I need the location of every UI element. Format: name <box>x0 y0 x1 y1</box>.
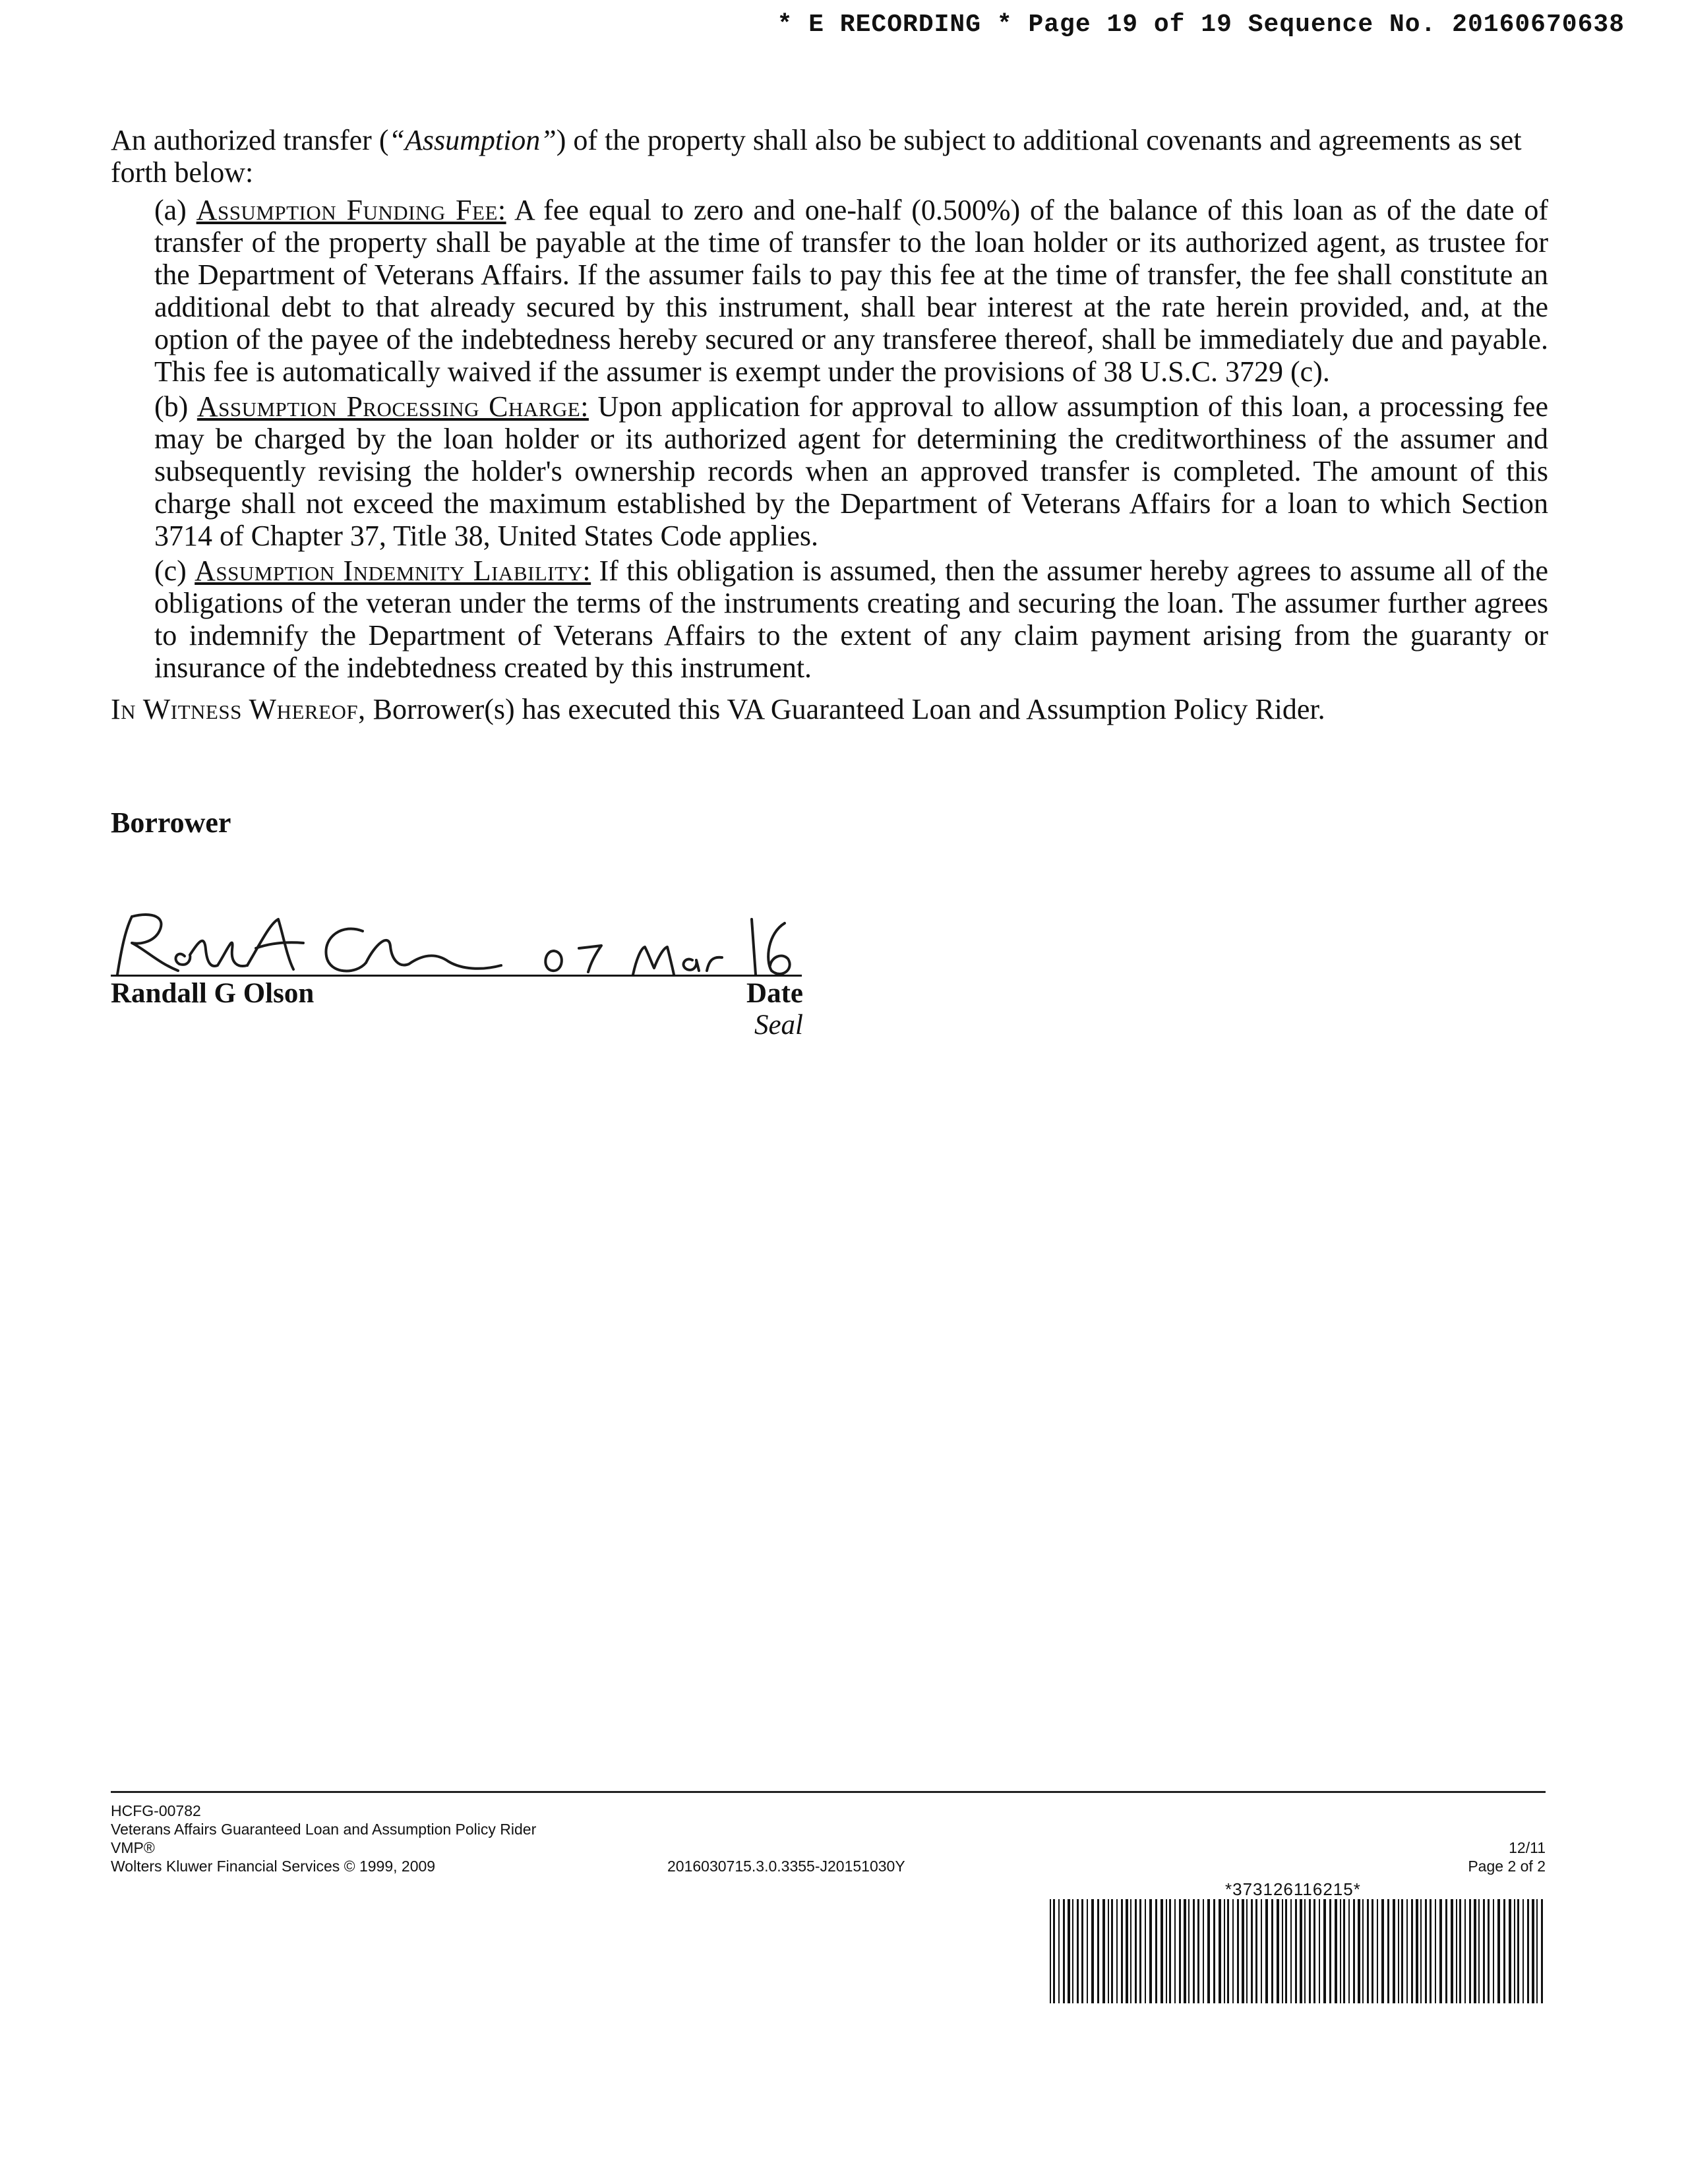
barcode-bar <box>1381 1899 1384 2003</box>
barcode-bar <box>1285 1899 1287 2003</box>
barcode-bar <box>1203 1899 1204 2003</box>
clause-text: A fee equal to zero and one-half (0.500%) of the balance of this loan as of the date of transfer of the property shall be payable at the time of transfer to the loan holder or its authorized agent, as trustee for the Department of Veterans Affairs. If the assumer fails to pay this fee at the time of transfer, the fee shall constitute an additional debt to that already secured by this instrument, shall bear interest at the rate herein provided, and, at the option of the payee of the indebtedness hereby secured or any transferee thereof, shall be immediately due and payable. This fee is automatically waived if the assumer is exempt under the provisions of 38 U.S.C. 3729 (c). <box>154 194 1548 388</box>
barcode-bar <box>1401 1899 1403 2003</box>
barcode-bar <box>1232 1899 1234 2003</box>
barcode-bar <box>1174 1899 1176 2003</box>
barcode-bar <box>1348 1899 1350 2003</box>
barcode-bar <box>1166 1899 1167 2003</box>
barcode-bar <box>1478 1899 1480 2003</box>
barcode-bar <box>1271 1899 1273 2003</box>
barcode-bar <box>1108 1899 1109 2003</box>
footer-right-block <box>1418 1838 1546 1875</box>
barcode-bar <box>1193 1899 1195 2003</box>
vmp-mark: VMP® <box>111 1839 155 1856</box>
barcode-bar <box>1362 1899 1364 2003</box>
barcode-bar <box>1420 1899 1422 2003</box>
barcode-bar <box>1111 1899 1113 2003</box>
recording-header: * E RECORDING * Page 19 of 19 Sequence No. 20160670638 <box>777 11 1625 39</box>
barcode-bar <box>1126 1899 1128 2003</box>
barcode-bar <box>1246 1899 1248 2003</box>
barcode-bar <box>1377 1899 1378 2003</box>
rider-body <box>111 124 1548 725</box>
barcode-bar <box>1367 1899 1369 2003</box>
barcode-bar <box>1145 1899 1146 2003</box>
barcode-bar <box>1493 1899 1494 2003</box>
barcode-bar <box>1097 1899 1099 2003</box>
barcode-bar <box>1474 1899 1476 2003</box>
barcode-bar <box>1393 1899 1395 2003</box>
clause-funding-fee <box>154 194 1548 388</box>
barcode-bar <box>1323 1899 1326 2003</box>
barcode-bar <box>1488 1899 1490 2003</box>
barcode <box>1048 1899 1546 2003</box>
clause-marker: (b) <box>154 390 197 423</box>
barcode-bar <box>1509 1899 1511 2003</box>
clause-heading: Assumption Processing Charge: <box>196 390 589 423</box>
barcode-bar <box>1058 1899 1060 2003</box>
document-code: 2016030715.3.0.3355-J20151030Y <box>667 1858 905 1875</box>
barcode-bar <box>1340 1899 1341 2003</box>
barcode-bar <box>1522 1899 1524 2003</box>
barcode-bar <box>1503 1899 1505 2003</box>
clause-heading: Assumption Funding Fee: <box>196 194 506 226</box>
barcode-bar <box>1087 1899 1088 2003</box>
form-title: Veterans Affairs Guaranteed Loan and Assumption Policy Rider <box>111 1821 537 1838</box>
barcode-bar <box>1219 1899 1221 2003</box>
handwritten-signature <box>106 897 831 983</box>
copyright: Wolters Kluwer Financial Services © 1999, 2009 <box>111 1858 436 1875</box>
barcode-bar <box>1207 1899 1210 2003</box>
clause-text: Upon application for approval to allow assumption of this loan, a processing fee may be charged by the loan holder or its authorized agent for determining the creditworthiness of the assumer and subsequently revising the holder's ownership records when an approved transfer is completed. The amount of this charge shall not exceed the maximum established by the Department of Veterans Affairs for a loan to which Section 3714 of Chapter 37, Title 38, United States Code applies. <box>154 390 1548 552</box>
barcode-bar <box>1483 1899 1485 2003</box>
barcode-bar <box>1224 1899 1225 2003</box>
clause-text: If this obligation is assumed, then the assumer hereby agrees to assume all of the obligations of the veteran under the terms of the instruments creating and securing the loan. The assumer further agrees to indemnify the Department of Veterans Affairs to the extent of any claim payment arising from the guaranty or insurance of the indebtedness created by this instrument. <box>154 555 1548 684</box>
barcode-bar <box>1139 1899 1141 2003</box>
barcode-bar <box>1255 1899 1257 2003</box>
witness-lead: In Witness Whereof, <box>111 693 366 725</box>
barcode-bar <box>1517 1899 1519 2003</box>
barcode-bar <box>1072 1899 1073 2003</box>
barcode-bar <box>1456 1899 1457 2003</box>
barcode-bar <box>1179 1899 1181 2003</box>
barcode-bar <box>1541 1899 1543 2003</box>
barcode-bar <box>1309 1899 1311 2003</box>
barcode-bar <box>1197 1899 1199 2003</box>
barcode-bar <box>1227 1899 1229 2003</box>
intro-paragraph <box>111 124 1548 189</box>
barcode-bar <box>1387 1899 1389 2003</box>
barcode-bar <box>1237 1899 1239 2003</box>
signer-name: Randall G Olson <box>111 978 315 1009</box>
date-label: Date <box>746 978 803 1009</box>
barcode-bar <box>1353 1899 1355 2003</box>
barcode-bar <box>1135 1899 1137 2003</box>
signature-line <box>111 975 802 977</box>
barcode-bar <box>1398 1899 1399 2003</box>
barcode-bar <box>1319 1899 1320 2003</box>
clause-processing-charge <box>154 390 1548 552</box>
barcode-bar <box>1295 1899 1297 2003</box>
barcode-bar <box>1160 1899 1163 2003</box>
intro-prefix: An authorized transfer ( <box>111 124 389 156</box>
barcode-bar <box>1536 1899 1538 2003</box>
borrower-title: Borrower <box>111 806 231 839</box>
barcode-bar <box>1116 1899 1118 2003</box>
barcode-bar <box>1242 1899 1244 2003</box>
clause-heading: Assumption Indemnity Liability: <box>195 555 591 587</box>
barcode-bar <box>1068 1899 1070 2003</box>
barcode-bar <box>1277 1899 1279 2003</box>
barcode-bar <box>1459 1899 1461 2003</box>
barcode-bar <box>1184 1899 1186 2003</box>
barcode-bar <box>1435 1899 1436 2003</box>
seal-label: Seal <box>754 1010 803 1041</box>
barcode-bar <box>1425 1899 1427 2003</box>
barcode-bar <box>1130 1899 1131 2003</box>
barcode-bar <box>1265 1899 1268 2003</box>
barcode-bar <box>1464 1899 1466 2003</box>
barcode-bar <box>1300 1899 1302 2003</box>
barcode-bar <box>1053 1899 1055 2003</box>
barcode-bar <box>1102 1899 1105 2003</box>
intro-suffix: ) of the property shall also be subject to additional covenants and agreements as set forth below: <box>111 124 1522 189</box>
barcode-bar <box>1063 1899 1065 2003</box>
page-indicator: Page 2 of 2 <box>1468 1858 1546 1875</box>
barcode-bar <box>1188 1899 1190 2003</box>
barcode-bar <box>1430 1899 1432 2003</box>
clause-indemnity-liability <box>154 555 1548 684</box>
barcode-bar <box>1213 1899 1215 2003</box>
barcode-bar <box>1343 1899 1345 2003</box>
revision-date: 12/11 <box>1509 1839 1546 1856</box>
barcode-bar <box>1406 1899 1408 2003</box>
barcode-bar <box>1416 1899 1418 2003</box>
barcode-bar <box>1411 1899 1413 2003</box>
clause-marker: (c) <box>154 555 195 587</box>
barcode-bar <box>1155 1899 1157 2003</box>
barcode-bar <box>1439 1899 1442 2003</box>
barcode-bar <box>1304 1899 1306 2003</box>
footer-divider <box>111 1791 1546 1793</box>
barcode-bar <box>1261 1899 1262 2003</box>
barcode-bar <box>1169 1899 1171 2003</box>
clause-marker: (a) <box>154 194 196 226</box>
barcode-bar <box>1282 1899 1283 2003</box>
form-id: HCFG-00782 <box>111 1802 201 1819</box>
barcode-bar <box>1290 1899 1292 2003</box>
barcode-bar <box>1532 1899 1534 2003</box>
barcode-bar <box>1121 1899 1123 2003</box>
barcode-bar <box>1469 1899 1471 2003</box>
barcode-bar <box>1358 1899 1360 2003</box>
barcode-bar <box>1329 1899 1331 2003</box>
witness-text: Borrower(s) has executed this VA Guaranteed Loan and Assumption Policy Rider. <box>365 693 1325 725</box>
assumption-term: “Assumption” <box>388 124 557 156</box>
barcode-bar <box>1527 1899 1529 2003</box>
barcode-bar <box>1497 1899 1500 2003</box>
footer-left-block <box>111 1802 536 1875</box>
barcode-bar <box>1091 1899 1094 2003</box>
barcode-bar <box>1451 1899 1453 2003</box>
barcode-bar <box>1372 1899 1373 2003</box>
barcode-bar <box>1514 1899 1515 2003</box>
barcode-bar <box>1081 1899 1083 2003</box>
barcode-bar <box>1050 1899 1051 2003</box>
witness-paragraph <box>111 693 1548 725</box>
barcode-number: *373126116215* <box>1225 1879 1361 1899</box>
barcode-bar <box>1313 1899 1315 2003</box>
barcode-bar <box>1251 1899 1253 2003</box>
barcode-bar <box>1077 1899 1079 2003</box>
barcode-bar <box>1149 1899 1152 2003</box>
barcode-bar <box>1445 1899 1447 2003</box>
barcode-bar <box>1335 1899 1337 2003</box>
